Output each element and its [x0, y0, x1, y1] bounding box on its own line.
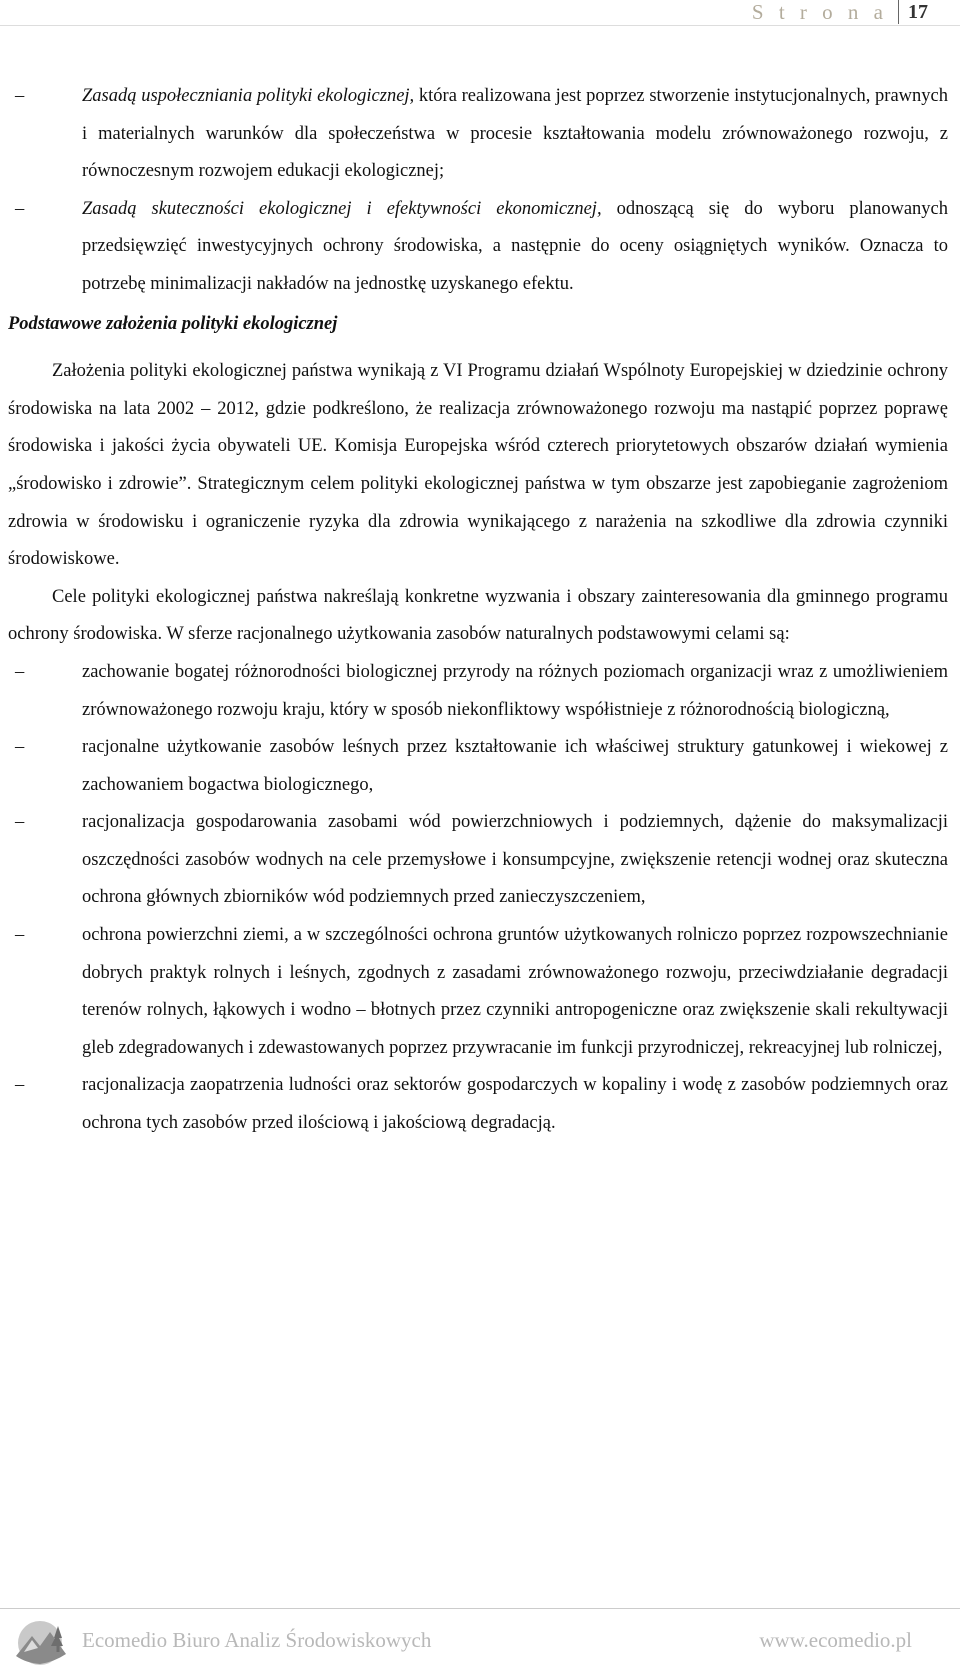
dash-bullet: –: [15, 661, 25, 682]
list-item: [8, 917, 948, 1067]
page-number: 17: [898, 0, 928, 24]
list-item-text: ochrona powierzchni ziemi, a w szczególności ochrona gruntów użytkowanych rolniczo poprzez rozpowszechnianie dobrych praktyk rolnych i leśnych, zgodnych z zasadami zrównoważonego rozwoju, przeciwdziałanie degradacji terenów rolnych, łąkowych i wodno – błotnych przez czynniki antropogeniczne oraz zwiększenie skali rekultywacji gleb zdegradowanych i zdewastowanych poprzez przywracanie im funkcji przyrodniczej, rekreacyjnej lub rolniczej,: [82, 925, 948, 1058]
footer-divider: [0, 1608, 960, 1609]
mountain-tree-logo-icon: [10, 1616, 70, 1666]
list-item: [8, 729, 948, 804]
page-label: S t r o n a: [751, 0, 888, 24]
dash-bullet: –: [15, 86, 25, 106]
dash-bullet: –: [15, 198, 25, 219]
dash-bullet: –: [15, 925, 25, 946]
principle-name: Zasadą uspołeczniania polityki ekologicznej,: [82, 86, 415, 106]
paragraph: Cele polityki ekologicznej państwa nakreślają konkretne wyzwania i obszary zainteresowania dla gminnego programu ochrony środowiska. W sferze racjonalnego użytkowania zasobów naturalnych podstawowymi celami są:: [8, 586, 948, 645]
list-item: [8, 191, 948, 304]
list-item-text: zachowanie bogatej różnorodności biologicznej przyrody na różnych poziomach organizacji wraz z umożliwieniem zrównoważonego rozwoju kraju, który w sposób niekonfliktowy współistnieje z różnorodnością biologiczną,: [82, 661, 948, 720]
list-item: [8, 1067, 948, 1142]
page-header: [752, 0, 928, 26]
dash-bullet: –: [15, 812, 25, 833]
list-item-text: racjonalizacja gospodarowania zasobami wód powierzchniowych i podziemnych, dążenie do maksymalizacji oszczędności zasobów wodnych na cele przemysłowe i konsumpcyjne, zwiększenie retencji wodnej oraz skuteczna ochrona głównych zbiorników wód podziemnych przed zanieczyszczeniem,: [82, 812, 948, 908]
list-item-text: racjonalne użytkowanie zasobów leśnych przez kształtowanie ich właściwej struktury gatunkowej i wiekowej z zachowaniem bogactwa biologicznego,: [82, 737, 948, 795]
principle-text: odnoszącą się do wyboru planowanych przedsięwzięć inwestycyjnych ochrony środowiska, a następnie do oceny osiągniętych wyników. Oznacza to potrzebę minimalizacji nakładów na jednostkę uzyskanego efektu.: [82, 198, 949, 294]
list-item-text: racjonalizacja zaopatrzenia ludności oraz sektorów gospodarczych w kopaliny i wodę z zasobów podziemnych oraz ochrona tych zasobów przed ilościową i jakościową degradacją.: [82, 1075, 948, 1134]
section-heading: Podstawowe założenia polityki ekologicznej: [8, 313, 338, 334]
document-body: [8, 78, 948, 1143]
dash-bullet: –: [15, 1075, 25, 1096]
company-name: Ecomedio Biuro Analiz Środowiskowych: [82, 1628, 432, 1652]
list-item: [8, 654, 948, 729]
paragraph: Założenia polityki ekologicznej państwa wynikają z VI Programu działań Wspólnoty Europejskiej w dziedzinie ochrony środowiska na lata 2002 – 2012, gdzie podkreślono, że realizacja zrównoważonego rozwoju ma nastąpić poprzez poprawę środowiska i jakości życia obywateli UE. Komisja Europejska wśród czterech priorytetowych obszarów działań wymienia „środowisko i zdrowie”. Strategicznym celem polityki ekologicznej państwa w tym obszarze jest zapobieganie zagrożeniom zdrowia w środowisku i ograniczenie ryzyka dla zdrowia wynikającego z narażenia na szkodliwe dla zdrowia czynniki środowiskowe.: [8, 361, 948, 570]
page-footer: [0, 1612, 960, 1668]
dash-bullet: –: [15, 737, 25, 758]
principle-name: Zasadą skuteczności ekologicznej i efektywności ekonomicznej,: [82, 198, 602, 219]
principle-text: która realizowana jest poprzez stworzenie instytucjonalnych, prawnych i materialnych warunków dla społeczeństwa w procesie kształtowania modelu zrównoważonego rozwoju, z równoczesnym rozwojem edukacji ekologicznej;: [82, 86, 948, 182]
list-item: [8, 78, 948, 191]
header-divider: [0, 25, 960, 26]
list-item: [8, 804, 948, 917]
website-url: www.ecomedio.pl: [759, 1628, 912, 1652]
